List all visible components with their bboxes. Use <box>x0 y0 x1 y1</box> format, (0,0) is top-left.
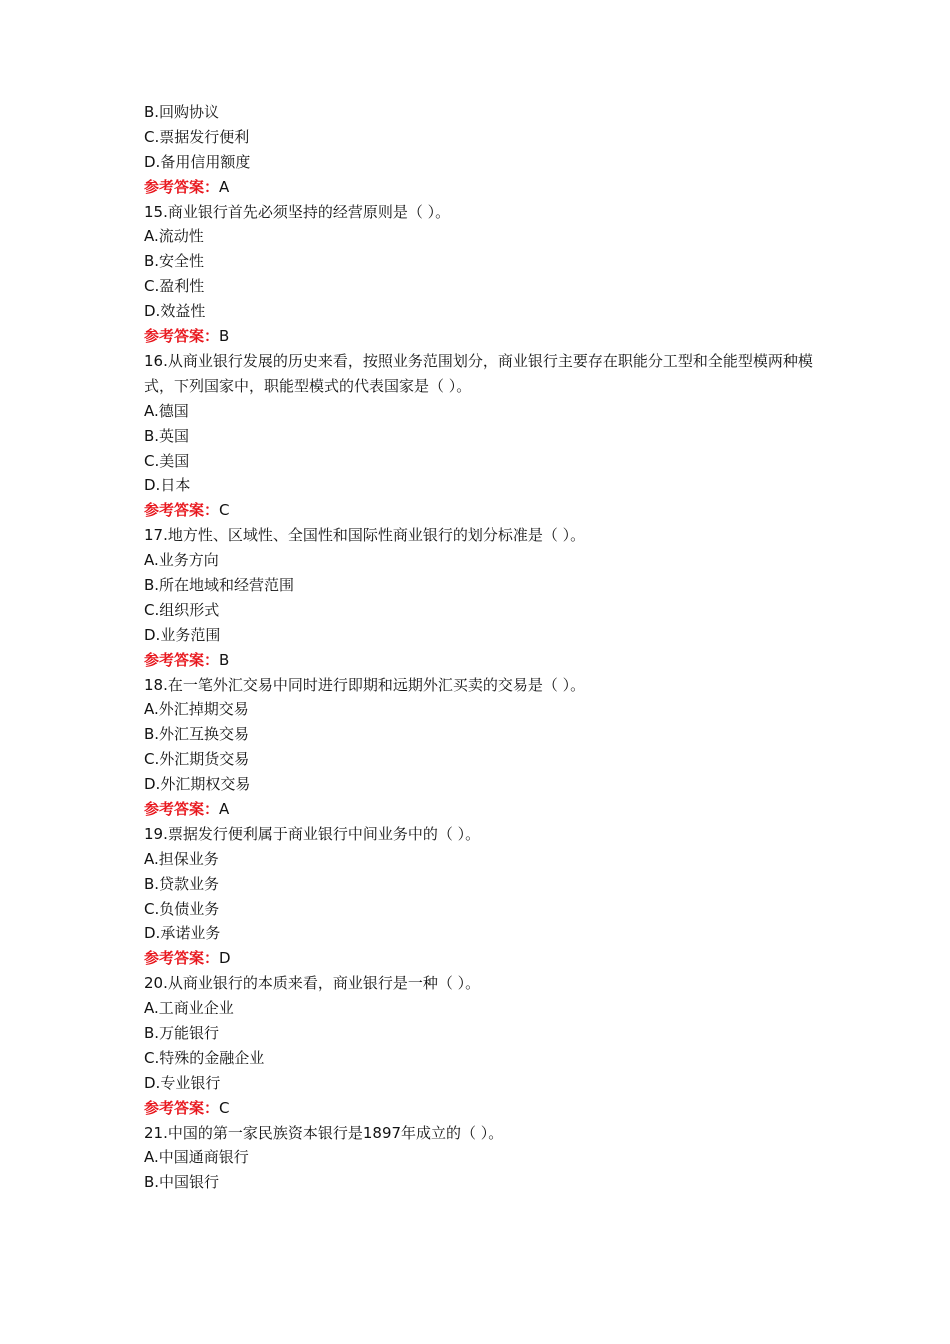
answer-label: 参考答案： <box>144 650 220 669</box>
option-line: C.美国 <box>144 451 190 470</box>
option-line: B.万能银行 <box>144 1023 220 1042</box>
option-line: C.组织形式 <box>144 600 220 619</box>
option-line: D.外汇期权交易 <box>144 775 251 794</box>
answer-line <box>144 1096 824 1121</box>
question-stem: 19.票据发行便利属于商业银行中间业务中的（ ）。 <box>144 824 481 843</box>
answer-label: 参考答案： <box>144 177 220 196</box>
question-stem: 17.地方性、区域性、全国性和国际性商业银行的划分标准是（ ）。 <box>144 526 586 545</box>
option-line: C.外汇期货交易 <box>144 750 250 769</box>
option-line: B.回购协议 <box>144 103 220 121</box>
answer-line <box>144 946 824 971</box>
option-line: D.专业银行 <box>144 1073 221 1092</box>
answer-label: 参考答案： <box>144 501 220 520</box>
option-line: A.外汇掉期交易 <box>144 700 249 719</box>
option-line: C.盈利性 <box>144 277 205 296</box>
answer-value: A <box>219 799 230 818</box>
answer-line <box>144 324 824 349</box>
option-line: B.英国 <box>144 426 190 445</box>
answer-label: 参考答案： <box>144 799 220 818</box>
option-line: C.负债业务 <box>144 899 220 918</box>
option-line: A.业务方向 <box>144 551 219 570</box>
option-line: C.票据发行便利 <box>144 127 250 146</box>
answer-value: D <box>219 949 231 968</box>
option-line: B.安全性 <box>144 252 205 271</box>
document-page <box>144 100 824 1195</box>
option-line: A.担保业务 <box>144 849 219 868</box>
option-line: A.中国通商银行 <box>144 1148 249 1167</box>
answer-line <box>144 648 824 673</box>
answer-line <box>144 797 824 822</box>
option-line: C.特殊的金融企业 <box>144 1048 265 1067</box>
option-line: D.备用信用额度 <box>144 152 251 171</box>
option-line: D.效益性 <box>144 302 206 321</box>
option-line: A.德国 <box>144 401 189 420</box>
option-line: B.所在地域和经营范围 <box>144 575 295 594</box>
option-line: A.流动性 <box>144 227 204 246</box>
answer-value: B <box>219 327 230 346</box>
answer-value: A <box>219 177 230 196</box>
option-line: D.日本 <box>144 476 191 495</box>
answer-line <box>144 175 824 200</box>
option-line: A.工商业企业 <box>144 999 234 1018</box>
option-line: B.贷款业务 <box>144 874 220 893</box>
answer-label: 参考答案： <box>144 327 220 346</box>
question-stem: 21.中国的第一家民族资本银行是1897年成立的（ ）。 <box>144 1123 504 1142</box>
question-stem: 20.从商业银行的本质来看，商业银行是一种（ ）。 <box>144 974 481 993</box>
answer-value: B <box>219 650 230 669</box>
option-line: D.承诺业务 <box>144 924 221 943</box>
question-stem: 18.在一笔外汇交易中同时进行即期和远期外汇买卖的交易是（ ）。 <box>144 675 586 694</box>
option-line: B.中国银行 <box>144 1173 220 1192</box>
answer-line <box>144 498 824 523</box>
answer-value: C <box>219 1098 230 1117</box>
option-line: B.外汇互换交易 <box>144 725 250 744</box>
question-stem: 15.商业银行首先必须坚持的经营原则是（ ）。 <box>144 202 451 221</box>
answer-label: 参考答案： <box>144 949 220 968</box>
answer-label: 参考答案： <box>144 1098 220 1117</box>
answer-value: C <box>219 501 230 520</box>
question-stem: 16.从商业银行发展的历史来看，按照业务范围划分，商业银行主要存在职能分工型和全能型模两种模式，下列国家中，职能型模式的代表国家是（ ）。 <box>144 351 813 395</box>
option-line: D.业务范围 <box>144 625 221 644</box>
